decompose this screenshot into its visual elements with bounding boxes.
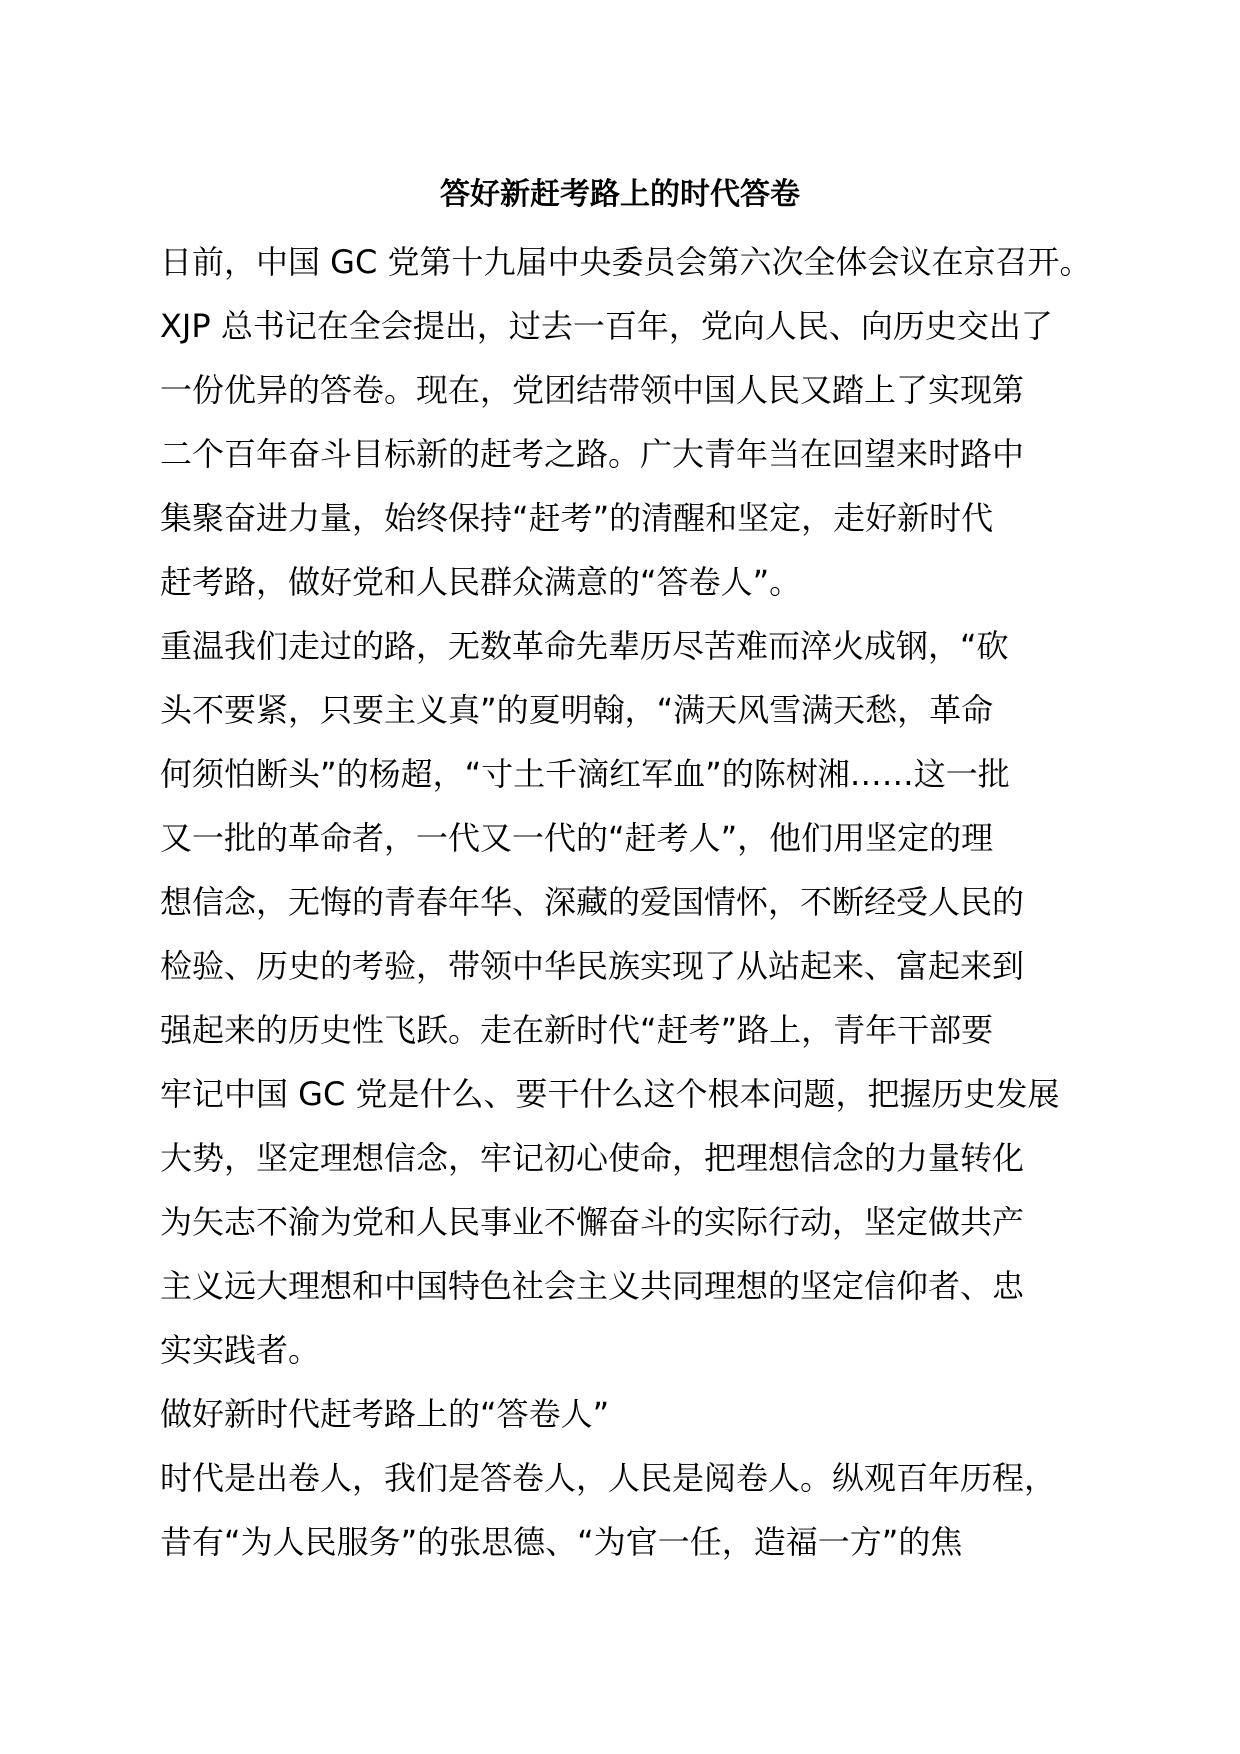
text-line: 赶考路，做好党和人民群众满意的“答卷人”。 (160, 563, 802, 601)
text-line: 昔有“为人民服务”的张思德、“为官一任，造福一方”的焦 (160, 1523, 963, 1561)
text-line: 牢记中国 GC 党是什么、要干什么这个根本问题，把握历史发展 (160, 1075, 1060, 1113)
document-title: 答好新赶考路上的时代答卷 (440, 177, 800, 212)
text-line: 为矢志不渝为党和人民事业不懈奋斗的实际行动，坚定做共产 (160, 1203, 1025, 1241)
text-line: XJP 总书记在全会提出，过去一百年，党向人民、向历史交出了 (160, 307, 1053, 345)
text-line: 主义远大理想和中国特色社会主义共同理想的坚定信仰者、忠 (160, 1267, 1025, 1305)
section-heading: 做好新时代赶考路上的“答卷人” (160, 1395, 610, 1433)
text-line: 想信念，无悔的青春年华、深藏的爱国情怀，不断经受人民的 (160, 883, 1025, 921)
text-line: 大势，坚定理想信念，牢记初心使命，把理想信念的力量转化 (160, 1139, 1025, 1177)
text-line: 检验、历史的考验，带领中华民族实现了从站起来、富起来到 (160, 947, 1025, 985)
text-line: 实实践者。 (160, 1331, 321, 1369)
text-line: 日前，中国 GC 党第十九届中央委员会第六次全体会议在京召开。 (160, 243, 1092, 281)
text-line: 头不要紧，只要主义真”的夏明翰，“满天风雪满天愁，革命 (160, 691, 994, 729)
text-line: 集聚奋进力量，始终保持“赶考”的清醒和坚定，走好新时代 (160, 499, 994, 537)
text-line: 何须怕断头”的杨超，“寸土千滴红军血”的陈树湘……这一批 (160, 755, 1010, 793)
text-line: 又一批的革命者，一代又一代的“赶考人”，他们用坚定的理 (160, 819, 994, 857)
text-line: 强起来的历史性飞跃。走在新时代“赶考”路上，青年干部要 (160, 1011, 994, 1049)
text-line: 二个百年奋斗目标新的赶考之路。广大青年当在回望来时路中 (160, 435, 1025, 473)
text-line: 时代是出卷人，我们是答卷人，人民是阅卷人。纵观百年历程， (160, 1459, 1057, 1497)
text-line: 重温我们走过的路，无数革命先辈历尽苦难而淬火成钢，“砍 (160, 627, 1009, 665)
text-line: 一份优异的答卷。现在，党团结带领中国人民又踏上了实现第 (160, 371, 1025, 409)
